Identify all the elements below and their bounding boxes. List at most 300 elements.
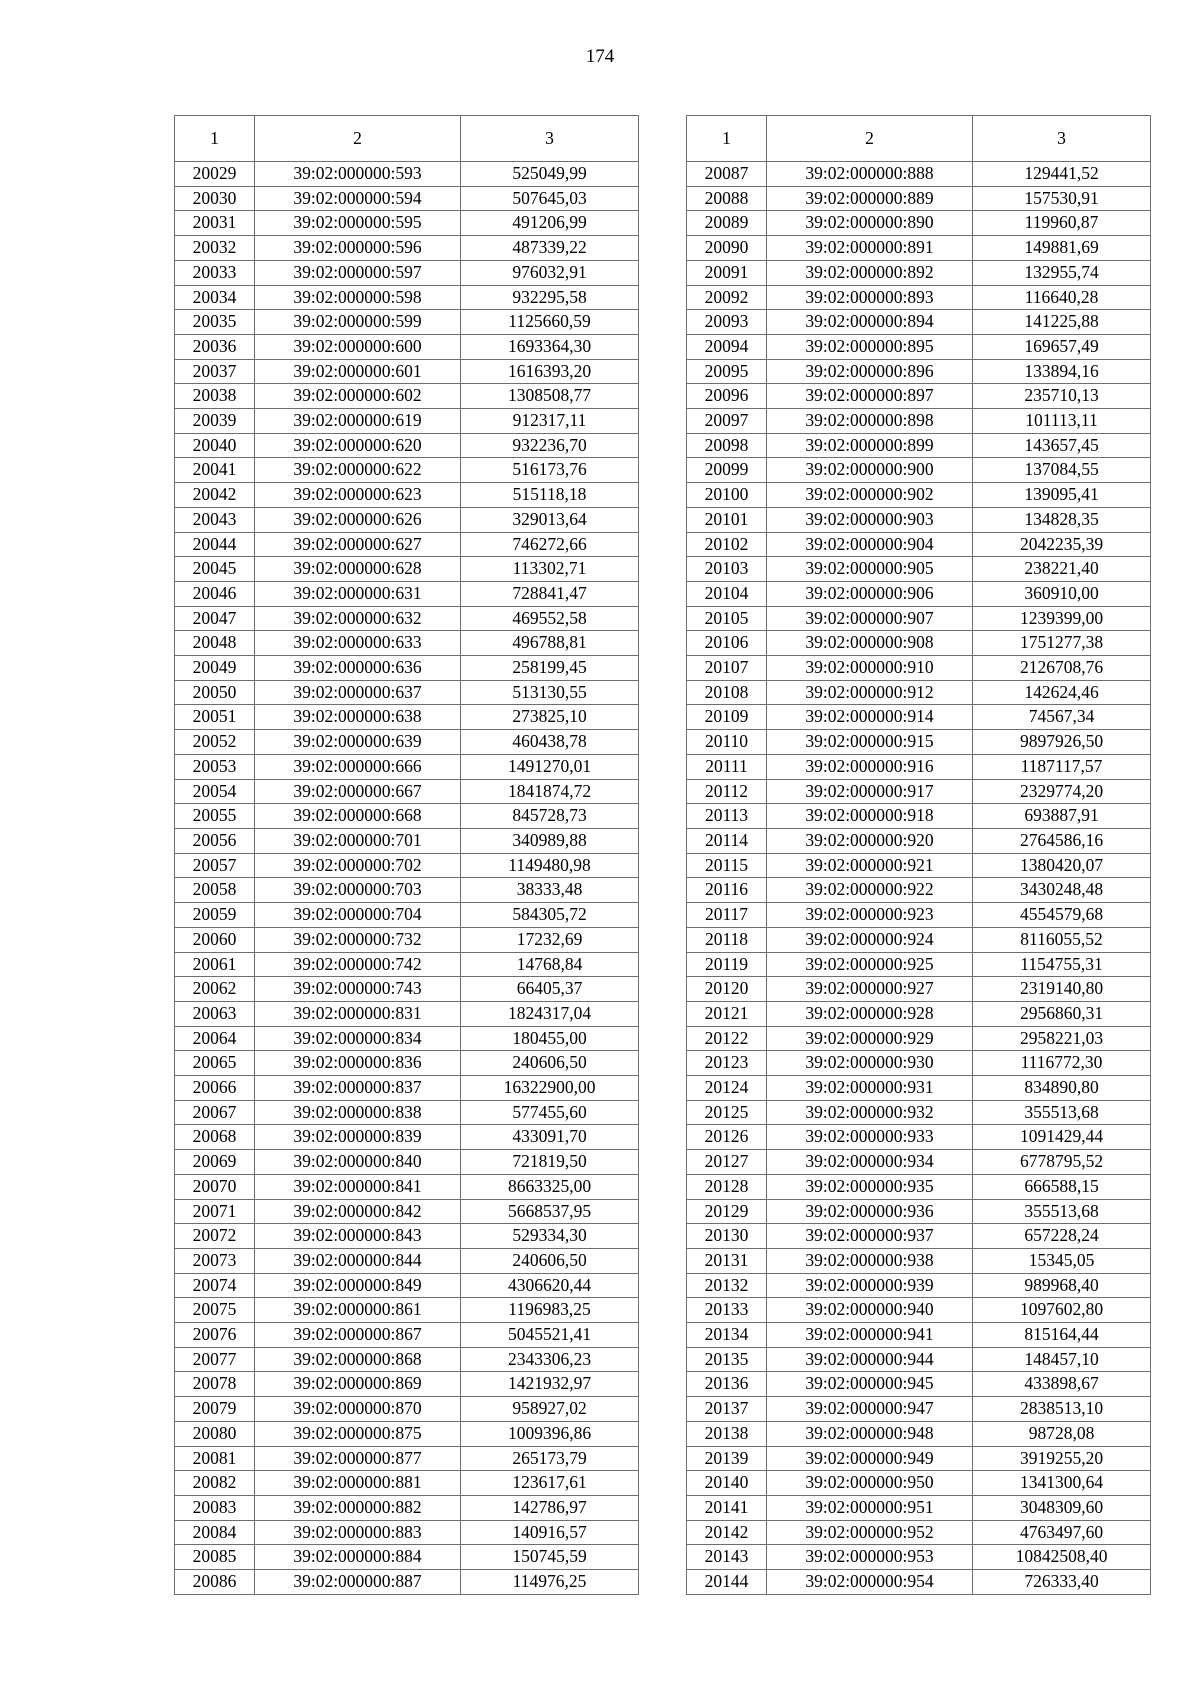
right-table-row xyxy=(687,680,1151,705)
right-cell-value: 355513,68 xyxy=(973,1199,1151,1224)
left-cell-row-number: 20065 xyxy=(175,1051,255,1076)
right-cell-value: 360910,00 xyxy=(973,581,1151,606)
left-cell-row-number: 20040 xyxy=(175,433,255,458)
left-cell-value: 728841,47 xyxy=(461,581,639,606)
right-cell-cadastral-number: 39:02:000000:931 xyxy=(767,1076,973,1101)
right-table-row xyxy=(687,285,1151,310)
left-cell-row-number: 20068 xyxy=(175,1125,255,1150)
left-cell-row-number: 20045 xyxy=(175,557,255,582)
right-cell-value: 169657,49 xyxy=(973,334,1151,359)
right-cell-row-number: 20109 xyxy=(687,705,767,730)
left-cell-cadastral-number: 39:02:000000:598 xyxy=(255,285,461,310)
left-cell-value: 1009396,86 xyxy=(461,1421,639,1446)
left-table-row xyxy=(175,1076,639,1101)
right-cell-row-number: 20110 xyxy=(687,730,767,755)
right-cell-value: 143657,45 xyxy=(973,433,1151,458)
right-table-row xyxy=(687,1248,1151,1273)
right-cell-cadastral-number: 39:02:000000:914 xyxy=(767,705,973,730)
left-cell-cadastral-number: 39:02:000000:839 xyxy=(255,1125,461,1150)
left-cell-value: 487339,22 xyxy=(461,236,639,261)
left-table-row xyxy=(175,236,639,261)
right-cell-cadastral-number: 39:02:000000:936 xyxy=(767,1199,973,1224)
left-cell-row-number: 20084 xyxy=(175,1520,255,1545)
right-cell-row-number: 20123 xyxy=(687,1051,767,1076)
right-cell-row-number: 20108 xyxy=(687,680,767,705)
right-cell-value: 142624,46 xyxy=(973,680,1151,705)
left-cell-cadastral-number: 39:02:000000:861 xyxy=(255,1298,461,1323)
left-cell-row-number: 20058 xyxy=(175,878,255,903)
right-cell-value: 4554579,68 xyxy=(973,903,1151,928)
left-cell-row-number: 20075 xyxy=(175,1298,255,1323)
right-table-row xyxy=(687,260,1151,285)
right-cell-row-number: 20111 xyxy=(687,754,767,779)
right-cell-cadastral-number: 39:02:000000:905 xyxy=(767,557,973,582)
left-table-row xyxy=(175,656,639,681)
left-cell-row-number: 20049 xyxy=(175,656,255,681)
left-cell-cadastral-number: 39:02:000000:667 xyxy=(255,779,461,804)
left-cell-row-number: 20060 xyxy=(175,927,255,952)
left-cell-row-number: 20029 xyxy=(175,162,255,187)
right-cell-row-number: 20127 xyxy=(687,1150,767,1175)
right-cell-value: 15345,05 xyxy=(973,1248,1151,1273)
left-table-row xyxy=(175,903,639,928)
right-cell-row-number: 20090 xyxy=(687,236,767,261)
left-cell-row-number: 20054 xyxy=(175,779,255,804)
left-table-row xyxy=(175,1471,639,1496)
right-cell-row-number: 20101 xyxy=(687,507,767,532)
right-cell-cadastral-number: 39:02:000000:888 xyxy=(767,162,973,187)
left-cell-value: 1421932,97 xyxy=(461,1372,639,1397)
left-table-row xyxy=(175,1298,639,1323)
left-cell-value: 265173,79 xyxy=(461,1446,639,1471)
right-cell-cadastral-number: 39:02:000000:933 xyxy=(767,1125,973,1150)
left-cell-value: 1308508,77 xyxy=(461,384,639,409)
right-table-row xyxy=(687,458,1151,483)
left-cell-value: 491206,99 xyxy=(461,211,639,236)
right-table-row xyxy=(687,310,1151,335)
left-cell-value: 1149480,98 xyxy=(461,853,639,878)
left-cell-value: 958927,02 xyxy=(461,1397,639,1422)
left-cell-cadastral-number: 39:02:000000:596 xyxy=(255,236,461,261)
right-table-row xyxy=(687,1001,1151,1026)
right-cell-value: 8116055,52 xyxy=(973,927,1151,952)
left-cell-row-number: 20051 xyxy=(175,705,255,730)
left-cell-cadastral-number: 39:02:000000:884 xyxy=(255,1545,461,1570)
right-table-row xyxy=(687,656,1151,681)
right-cell-value: 6778795,52 xyxy=(973,1150,1151,1175)
left-table-row xyxy=(175,1224,639,1249)
right-table-body xyxy=(687,116,1151,1595)
left-cell-value: 460438,78 xyxy=(461,730,639,755)
left-cell-row-number: 20083 xyxy=(175,1495,255,1520)
left-table-row xyxy=(175,853,639,878)
right-cell-cadastral-number: 39:02:000000:923 xyxy=(767,903,973,928)
right-cell-cadastral-number: 39:02:000000:895 xyxy=(767,334,973,359)
left-cell-value: 516173,76 xyxy=(461,458,639,483)
left-table-row xyxy=(175,359,639,384)
right-table-row xyxy=(687,483,1151,508)
right-cell-row-number: 20131 xyxy=(687,1248,767,1273)
left-cell-cadastral-number: 39:02:000000:882 xyxy=(255,1495,461,1520)
left-cell-cadastral-number: 39:02:000000:831 xyxy=(255,1001,461,1026)
left-table-row xyxy=(175,606,639,631)
left-table-row xyxy=(175,334,639,359)
right-cell-value: 132955,74 xyxy=(973,260,1151,285)
right-cell-row-number: 20112 xyxy=(687,779,767,804)
left-cell-value: 258199,45 xyxy=(461,656,639,681)
left-table xyxy=(174,115,639,1595)
right-cell-row-number: 20139 xyxy=(687,1446,767,1471)
left-cell-row-number: 20033 xyxy=(175,260,255,285)
right-table-row xyxy=(687,384,1151,409)
right-cell-row-number: 20096 xyxy=(687,384,767,409)
right-table-row xyxy=(687,927,1151,952)
left-cell-row-number: 20036 xyxy=(175,334,255,359)
right-cell-cadastral-number: 39:02:000000:889 xyxy=(767,186,973,211)
left-cell-value: 932236,70 xyxy=(461,433,639,458)
left-cell-value: 140916,57 xyxy=(461,1520,639,1545)
right-cell-row-number: 20143 xyxy=(687,1545,767,1570)
left-cell-cadastral-number: 39:02:000000:631 xyxy=(255,581,461,606)
left-cell-row-number: 20071 xyxy=(175,1199,255,1224)
left-cell-row-number: 20057 xyxy=(175,853,255,878)
left-cell-row-number: 20086 xyxy=(175,1570,255,1595)
right-cell-value: 3048309,60 xyxy=(973,1495,1151,1520)
left-table-row xyxy=(175,1520,639,1545)
right-cell-value: 149881,69 xyxy=(973,236,1151,261)
right-cell-cadastral-number: 39:02:000000:937 xyxy=(767,1224,973,1249)
left-cell-cadastral-number: 39:02:000000:602 xyxy=(255,384,461,409)
left-table-row xyxy=(175,631,639,656)
right-cell-cadastral-number: 39:02:000000:932 xyxy=(767,1100,973,1125)
right-cell-row-number: 20126 xyxy=(687,1125,767,1150)
left-cell-row-number: 20039 xyxy=(175,409,255,434)
right-cell-value: 2956860,31 xyxy=(973,1001,1151,1026)
right-table-row xyxy=(687,1446,1151,1471)
left-cell-value: 1693364,30 xyxy=(461,334,639,359)
left-cell-value: 1841874,72 xyxy=(461,779,639,804)
left-table-row xyxy=(175,433,639,458)
left-cell-cadastral-number: 39:02:000000:632 xyxy=(255,606,461,631)
right-table-row xyxy=(687,1298,1151,1323)
right-table-row xyxy=(687,409,1151,434)
right-table-row xyxy=(687,1372,1151,1397)
right-table-row xyxy=(687,1545,1151,1570)
right-cell-row-number: 20125 xyxy=(687,1100,767,1125)
left-cell-row-number: 20072 xyxy=(175,1224,255,1249)
right-cell-cadastral-number: 39:02:000000:950 xyxy=(767,1471,973,1496)
right-cell-cadastral-number: 39:02:000000:920 xyxy=(767,828,973,853)
left-cell-cadastral-number: 39:02:000000:703 xyxy=(255,878,461,903)
left-table-row xyxy=(175,557,639,582)
left-table-row xyxy=(175,1100,639,1125)
right-table-row xyxy=(687,581,1151,606)
left-cell-cadastral-number: 39:02:000000:842 xyxy=(255,1199,461,1224)
left-cell-row-number: 20031 xyxy=(175,211,255,236)
right-cell-value: 98728,08 xyxy=(973,1421,1151,1446)
right-cell-value: 3919255,20 xyxy=(973,1446,1151,1471)
right-cell-cadastral-number: 39:02:000000:921 xyxy=(767,853,973,878)
left-table-row xyxy=(175,1570,639,1595)
left-cell-cadastral-number: 39:02:000000:600 xyxy=(255,334,461,359)
left-cell-row-number: 20081 xyxy=(175,1446,255,1471)
right-cell-value: 133894,16 xyxy=(973,359,1151,384)
right-cell-value: 433898,67 xyxy=(973,1372,1151,1397)
right-cell-row-number: 20097 xyxy=(687,409,767,434)
left-cell-cadastral-number: 39:02:000000:628 xyxy=(255,557,461,582)
right-header-row xyxy=(687,116,1151,162)
right-cell-value: 1341300,64 xyxy=(973,1471,1151,1496)
right-cell-row-number: 20105 xyxy=(687,606,767,631)
right-table-row xyxy=(687,359,1151,384)
right-table-row xyxy=(687,211,1151,236)
left-cell-cadastral-number: 39:02:000000:704 xyxy=(255,903,461,928)
left-cell-value: 150745,59 xyxy=(461,1545,639,1570)
left-cell-cadastral-number: 39:02:000000:877 xyxy=(255,1446,461,1471)
right-cell-value: 815164,44 xyxy=(973,1323,1151,1348)
left-cell-cadastral-number: 39:02:000000:637 xyxy=(255,680,461,705)
left-cell-row-number: 20044 xyxy=(175,532,255,557)
left-cell-value: 976032,91 xyxy=(461,260,639,285)
left-table-row xyxy=(175,1125,639,1150)
right-cell-row-number: 20122 xyxy=(687,1026,767,1051)
left-cell-value: 5045521,41 xyxy=(461,1323,639,1348)
right-cell-value: 1751277,38 xyxy=(973,631,1151,656)
right-cell-row-number: 20121 xyxy=(687,1001,767,1026)
right-table-row xyxy=(687,1100,1151,1125)
left-cell-value: 496788,81 xyxy=(461,631,639,656)
right-cell-cadastral-number: 39:02:000000:896 xyxy=(767,359,973,384)
right-table-row xyxy=(687,705,1151,730)
left-cell-value: 16322900,00 xyxy=(461,1076,639,1101)
left-table-row xyxy=(175,1323,639,1348)
page-number: 174 xyxy=(585,46,615,67)
left-table-row xyxy=(175,804,639,829)
right-cell-row-number: 20133 xyxy=(687,1298,767,1323)
left-cell-cadastral-number: 39:02:000000:841 xyxy=(255,1174,461,1199)
right-table-row xyxy=(687,433,1151,458)
right-cell-value: 657228,24 xyxy=(973,1224,1151,1249)
right-table xyxy=(686,115,1151,1595)
right-cell-value: 1116772,30 xyxy=(973,1051,1151,1076)
left-cell-row-number: 20069 xyxy=(175,1150,255,1175)
right-cell-row-number: 20095 xyxy=(687,359,767,384)
left-table-row xyxy=(175,507,639,532)
left-header-col-1: 1 xyxy=(175,116,255,162)
right-cell-value: 238221,40 xyxy=(973,557,1151,582)
right-cell-row-number: 20113 xyxy=(687,804,767,829)
left-cell-value: 1616393,20 xyxy=(461,359,639,384)
right-table-row xyxy=(687,1520,1151,1545)
left-table-row xyxy=(175,310,639,335)
right-cell-row-number: 20087 xyxy=(687,162,767,187)
left-cell-value: 4306620,44 xyxy=(461,1273,639,1298)
right-table-row xyxy=(687,952,1151,977)
right-cell-value: 1187117,57 xyxy=(973,754,1151,779)
left-table-row xyxy=(175,162,639,187)
left-cell-value: 529334,30 xyxy=(461,1224,639,1249)
right-cell-cadastral-number: 39:02:000000:928 xyxy=(767,1001,973,1026)
right-cell-cadastral-number: 39:02:000000:900 xyxy=(767,458,973,483)
right-cell-row-number: 20100 xyxy=(687,483,767,508)
left-cell-value: 114976,25 xyxy=(461,1570,639,1595)
right-cell-row-number: 20119 xyxy=(687,952,767,977)
right-cell-cadastral-number: 39:02:000000:908 xyxy=(767,631,973,656)
left-table-row xyxy=(175,1248,639,1273)
left-cell-value: 66405,37 xyxy=(461,977,639,1002)
left-cell-row-number: 20070 xyxy=(175,1174,255,1199)
right-cell-cadastral-number: 39:02:000000:906 xyxy=(767,581,973,606)
left-cell-cadastral-number: 39:02:000000:836 xyxy=(255,1051,461,1076)
right-cell-row-number: 20094 xyxy=(687,334,767,359)
right-table-row xyxy=(687,878,1151,903)
right-table-row xyxy=(687,754,1151,779)
left-cell-cadastral-number: 39:02:000000:834 xyxy=(255,1026,461,1051)
right-cell-value: 235710,13 xyxy=(973,384,1151,409)
left-cell-row-number: 20038 xyxy=(175,384,255,409)
right-cell-cadastral-number: 39:02:000000:951 xyxy=(767,1495,973,1520)
left-cell-value: 2343306,23 xyxy=(461,1347,639,1372)
right-table-row xyxy=(687,162,1151,187)
right-table-row xyxy=(687,1397,1151,1422)
right-table-row xyxy=(687,1076,1151,1101)
left-table-row xyxy=(175,285,639,310)
left-cell-row-number: 20077 xyxy=(175,1347,255,1372)
left-cell-cadastral-number: 39:02:000000:743 xyxy=(255,977,461,1002)
left-cell-row-number: 20059 xyxy=(175,903,255,928)
left-cell-row-number: 20073 xyxy=(175,1248,255,1273)
left-cell-value: 721819,50 xyxy=(461,1150,639,1175)
right-cell-row-number: 20115 xyxy=(687,853,767,878)
left-table-row xyxy=(175,532,639,557)
right-cell-cadastral-number: 39:02:000000:935 xyxy=(767,1174,973,1199)
left-table-row xyxy=(175,384,639,409)
left-cell-cadastral-number: 39:02:000000:844 xyxy=(255,1248,461,1273)
left-cell-cadastral-number: 39:02:000000:622 xyxy=(255,458,461,483)
right-cell-value: 137084,55 xyxy=(973,458,1151,483)
left-cell-row-number: 20056 xyxy=(175,828,255,853)
right-cell-row-number: 20116 xyxy=(687,878,767,903)
right-cell-value: 1154755,31 xyxy=(973,952,1151,977)
right-cell-cadastral-number: 39:02:000000:927 xyxy=(767,977,973,1002)
left-cell-cadastral-number: 39:02:000000:626 xyxy=(255,507,461,532)
left-table-row xyxy=(175,977,639,1002)
right-table-row xyxy=(687,1150,1151,1175)
right-cell-value: 1091429,44 xyxy=(973,1125,1151,1150)
right-cell-cadastral-number: 39:02:000000:945 xyxy=(767,1372,973,1397)
left-cell-cadastral-number: 39:02:000000:881 xyxy=(255,1471,461,1496)
right-cell-row-number: 20107 xyxy=(687,656,767,681)
right-cell-cadastral-number: 39:02:000000:954 xyxy=(767,1570,973,1595)
left-cell-cadastral-number: 39:02:000000:594 xyxy=(255,186,461,211)
right-table-row xyxy=(687,1421,1151,1446)
right-table-row xyxy=(687,977,1151,1002)
right-cell-value: 119960,87 xyxy=(973,211,1151,236)
right-cell-value: 1097602,80 xyxy=(973,1298,1151,1323)
right-cell-row-number: 20132 xyxy=(687,1273,767,1298)
right-cell-cadastral-number: 39:02:000000:898 xyxy=(767,409,973,434)
left-table-row xyxy=(175,828,639,853)
right-cell-row-number: 20114 xyxy=(687,828,767,853)
left-cell-row-number: 20076 xyxy=(175,1323,255,1348)
left-cell-value: 577455,60 xyxy=(461,1100,639,1125)
right-cell-row-number: 20088 xyxy=(687,186,767,211)
left-cell-cadastral-number: 39:02:000000:636 xyxy=(255,656,461,681)
right-cell-row-number: 20134 xyxy=(687,1323,767,1348)
right-table-row xyxy=(687,1273,1151,1298)
left-table-row xyxy=(175,458,639,483)
right-cell-cadastral-number: 39:02:000000:912 xyxy=(767,680,973,705)
left-cell-cadastral-number: 39:02:000000:668 xyxy=(255,804,461,829)
right-cell-value: 2958221,03 xyxy=(973,1026,1151,1051)
right-cell-row-number: 20136 xyxy=(687,1372,767,1397)
left-cell-cadastral-number: 39:02:000000:867 xyxy=(255,1323,461,1348)
left-cell-cadastral-number: 39:02:000000:627 xyxy=(255,532,461,557)
left-cell-value: 912317,11 xyxy=(461,409,639,434)
right-table-row xyxy=(687,532,1151,557)
right-table-row xyxy=(687,631,1151,656)
right-cell-value: 726333,40 xyxy=(973,1570,1151,1595)
left-cell-value: 5668537,95 xyxy=(461,1199,639,1224)
left-cell-cadastral-number: 39:02:000000:601 xyxy=(255,359,461,384)
right-cell-row-number: 20135 xyxy=(687,1347,767,1372)
left-table-row xyxy=(175,1051,639,1076)
right-cell-row-number: 20093 xyxy=(687,310,767,335)
left-cell-value: 746272,66 xyxy=(461,532,639,557)
right-cell-value: 10842508,40 xyxy=(973,1545,1151,1570)
right-cell-row-number: 20128 xyxy=(687,1174,767,1199)
left-cell-row-number: 20061 xyxy=(175,952,255,977)
left-table-row xyxy=(175,680,639,705)
right-cell-row-number: 20142 xyxy=(687,1520,767,1545)
left-cell-cadastral-number: 39:02:000000:599 xyxy=(255,310,461,335)
left-cell-cadastral-number: 39:02:000000:875 xyxy=(255,1421,461,1446)
left-table-row xyxy=(175,1545,639,1570)
left-table-row xyxy=(175,730,639,755)
right-cell-cadastral-number: 39:02:000000:894 xyxy=(767,310,973,335)
left-cell-row-number: 20041 xyxy=(175,458,255,483)
right-cell-cadastral-number: 39:02:000000:953 xyxy=(767,1545,973,1570)
left-cell-row-number: 20066 xyxy=(175,1076,255,1101)
left-table-row xyxy=(175,1026,639,1051)
right-cell-cadastral-number: 39:02:000000:918 xyxy=(767,804,973,829)
right-cell-value: 3430248,48 xyxy=(973,878,1151,903)
right-cell-cadastral-number: 39:02:000000:940 xyxy=(767,1298,973,1323)
right-table-row xyxy=(687,903,1151,928)
left-table-row xyxy=(175,1421,639,1446)
right-cell-cadastral-number: 39:02:000000:934 xyxy=(767,1150,973,1175)
left-cell-row-number: 20050 xyxy=(175,680,255,705)
right-cell-value: 134828,35 xyxy=(973,507,1151,532)
left-cell-row-number: 20030 xyxy=(175,186,255,211)
left-table-row xyxy=(175,260,639,285)
right-cell-row-number: 20098 xyxy=(687,433,767,458)
left-table-body xyxy=(175,116,639,1595)
right-cell-value: 148457,10 xyxy=(973,1347,1151,1372)
left-table-row xyxy=(175,211,639,236)
right-table-row xyxy=(687,828,1151,853)
left-cell-cadastral-number: 39:02:000000:595 xyxy=(255,211,461,236)
right-cell-cadastral-number: 39:02:000000:904 xyxy=(767,532,973,557)
left-cell-cadastral-number: 39:02:000000:620 xyxy=(255,433,461,458)
left-cell-value: 469552,58 xyxy=(461,606,639,631)
left-cell-value: 845728,73 xyxy=(461,804,639,829)
left-cell-cadastral-number: 39:02:000000:883 xyxy=(255,1520,461,1545)
left-cell-value: 14768,84 xyxy=(461,952,639,977)
right-cell-cadastral-number: 39:02:000000:929 xyxy=(767,1026,973,1051)
left-cell-row-number: 20053 xyxy=(175,754,255,779)
right-cell-cadastral-number: 39:02:000000:924 xyxy=(767,927,973,952)
